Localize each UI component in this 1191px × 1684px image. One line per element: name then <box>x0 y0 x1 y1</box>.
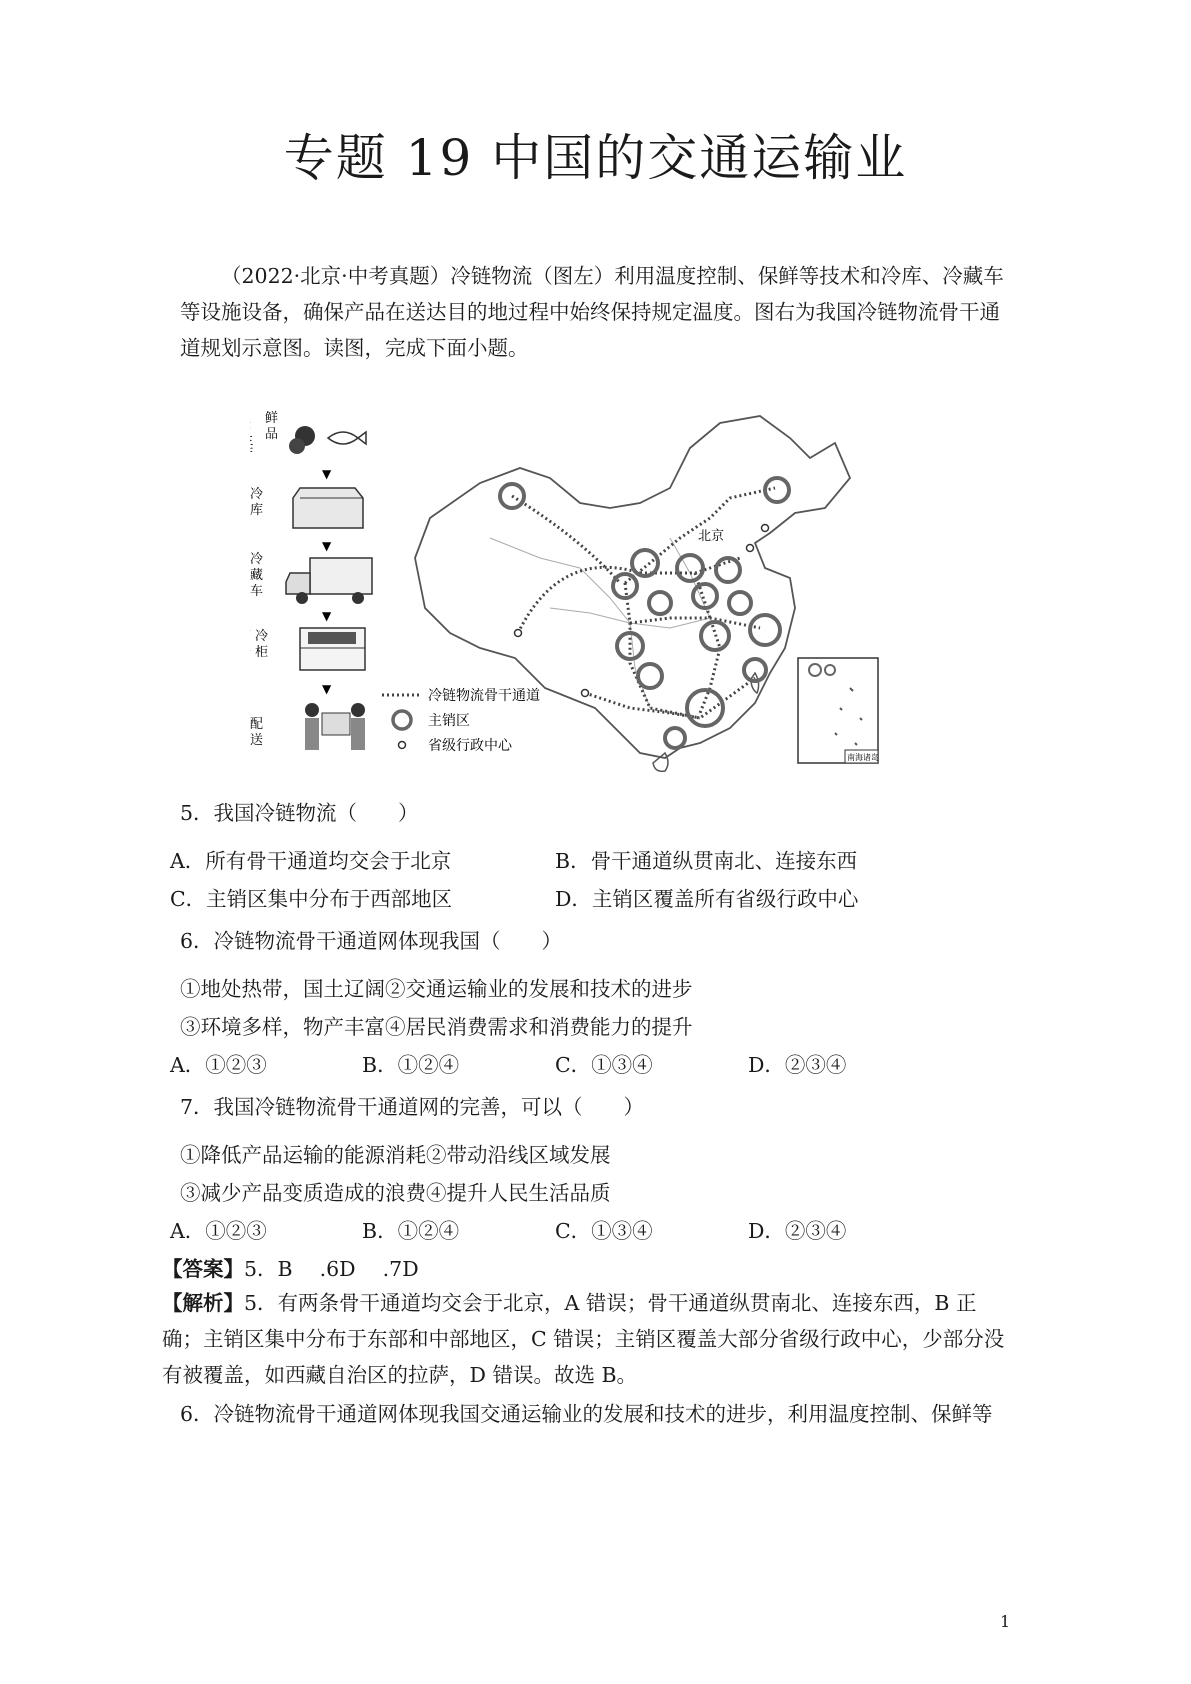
answer-line <box>162 1252 419 1282</box>
q7-option-a: A．①②③ <box>170 1219 267 1243</box>
q7-statement-1: ①降低产品运输的能源消耗②带动沿线区域发展 <box>180 1143 611 1167</box>
intro-paragraph: （2022·北京·中考真题）冷链物流（图左）利用温度控制、保鲜等技术和冷库、冷藏车等设施设备，确保产品在送达目的地过程中始终保持规定温度。图右为我国冷链物流骨干通道规划示意图。读图，完成下面小题。 <box>180 264 1004 360</box>
analysis-paragraph-1 <box>162 1285 1015 1393</box>
step-label-1 <box>250 410 251 426</box>
legend-large-circle-icon <box>393 711 411 729</box>
provincial-center <box>515 630 522 637</box>
step-reefer-truck <box>286 558 372 604</box>
step-cold-storage <box>293 488 363 528</box>
corridor-west <box>518 567 640 633</box>
sales-region <box>716 558 740 582</box>
step-label-3b: 藏 <box>250 568 264 583</box>
q6-option-d: D．②③④ <box>748 1053 847 1077</box>
sales-region <box>687 690 723 726</box>
step-label-4c: 冷 <box>255 629 269 644</box>
legend-label-corridor: 冷链物流骨干通道 <box>428 688 540 704</box>
q5-stem: 5．我国冷链物流（ ） <box>180 801 419 825</box>
step-label-1c: 鲜 <box>265 411 279 426</box>
sales-region <box>750 615 780 645</box>
analysis-paragraph-2: 6．冷链物流骨干通道网体现我国交通运输业的发展和技术的进步，利用温度控制、保鲜等 <box>180 1402 993 1426</box>
step-delivery <box>305 703 365 750</box>
legend-label-sales: 主销区 <box>428 713 470 729</box>
package-icon <box>322 713 350 735</box>
person-body-icon-2 <box>351 718 365 750</box>
page-number: 1 <box>1000 1612 1011 1631</box>
q7-option-d: D．②③④ <box>748 1219 847 1243</box>
sales-region <box>677 555 703 581</box>
truck-cab-icon <box>286 573 310 594</box>
sales-region <box>617 633 643 659</box>
step-label-4 <box>250 628 251 644</box>
q5-option-d: D．主销区覆盖所有省级行政中心 <box>555 887 859 911</box>
truck-wheel-icon-2 <box>352 592 364 604</box>
q7-statement-2: ③减少产品变质造成的浪费④提升人民生活品质 <box>180 1181 611 1205</box>
sales-region <box>649 592 671 614</box>
step-label-5: 配 <box>250 717 264 732</box>
provincial-center <box>747 545 754 552</box>
step-label-4b <box>250 644 251 660</box>
step-label-produce: 生产 <box>250 433 253 459</box>
cold-chain-figure <box>250 408 950 838</box>
q7-stem: 7．我国冷链物流骨干通道网的完善，可以（ ） <box>180 1095 645 1119</box>
sales-region <box>638 664 662 688</box>
analysis-text-1: 5．有两条骨干通道均交会于北京，A 错误；骨干通道纵贯南北、连接东西，B 正确；主销区集中分布于东部和中部地区，C 错误；主销区覆盖大部分省级行政中心，少部分没有被覆盖，如西藏自治区的拉萨，D 错误。故选 B。 <box>162 1291 1005 1387</box>
sales-region <box>744 659 766 681</box>
step-display-cooler <box>300 628 365 670</box>
truck-wheel-icon <box>296 592 308 604</box>
arrow-down-icon-2: ▼ <box>322 539 332 553</box>
q5-option-c: C．主销区集中分布于西部地区 <box>170 887 453 911</box>
step-label-4d: 柜 <box>255 645 269 660</box>
q7-option-b: B．①②④ <box>362 1219 460 1243</box>
person-icon-2 <box>351 703 365 717</box>
q7-option-c: C．①③④ <box>555 1219 653 1243</box>
person-icon <box>305 703 319 717</box>
answer-label: 【答案】 <box>162 1257 244 1281</box>
step-label-2: 冷 <box>250 487 264 502</box>
grapes-icon-2 <box>289 438 305 454</box>
corridor-south <box>585 678 755 718</box>
q5-option-a: A．所有骨干通道均交会于北京 <box>170 849 452 873</box>
legend-small-circle-icon <box>399 742 406 749</box>
fish-icon <box>328 432 366 444</box>
sales-region <box>693 584 717 608</box>
sales-region <box>665 728 685 748</box>
warehouse-icon <box>293 488 363 528</box>
person-body-icon <box>305 718 319 750</box>
sales-region <box>729 592 751 614</box>
map-label-beijing: 北京 <box>698 529 725 544</box>
figure-svg <box>250 408 950 838</box>
step-label-3c: 车 <box>250 584 264 599</box>
trunk-corridors <box>512 488 775 718</box>
truck-box-icon <box>310 558 372 594</box>
answer-text: 5．B .6D .7D <box>244 1257 419 1281</box>
corridor-east-west <box>630 618 760 628</box>
south-china-sea-inset <box>798 658 879 763</box>
q6-statement-2: ③环境多样，物产丰富④居民消费需求和消费能力的提升 <box>180 1015 693 1039</box>
arrow-down-icon-3: ▼ <box>322 609 332 623</box>
analysis-label: 【解析】 <box>162 1291 244 1315</box>
step-label-3: 冷 <box>250 552 264 567</box>
step-label-2b: 库 <box>250 503 264 518</box>
provincial-center <box>762 525 769 532</box>
q6-option-c: C．①③④ <box>555 1053 653 1077</box>
china-outline <box>415 416 850 758</box>
step-label-1d: 品 <box>265 427 279 442</box>
sales-region <box>765 478 789 502</box>
legend-label-capital: 省级行政中心 <box>428 738 512 754</box>
map-legend <box>382 687 540 754</box>
step-label-1b <box>250 426 251 442</box>
arrow-down-icon-4: ▼ <box>322 682 332 696</box>
arrow-down-icon: ▼ <box>322 467 332 481</box>
q6-option-a: A．①②③ <box>170 1053 267 1077</box>
taiwan-outline <box>751 673 759 693</box>
q6-statement-1: ①地处热带，国土辽阔②交通运输业的发展和技术的进步 <box>180 977 693 1001</box>
q6-option-b: B．①②④ <box>362 1053 460 1077</box>
inset-label: 南海诸岛 <box>847 753 879 762</box>
cooler-sign-icon <box>308 632 356 644</box>
q6-stem: 6．冷链物流骨干通道网体现我国（ ） <box>180 929 563 953</box>
step-label-5b: 送 <box>250 733 264 748</box>
page-title: 专题 19 中国的交通运输业 <box>283 129 908 187</box>
main-sales-regions <box>500 478 789 748</box>
q5-option-b: B．骨干通道纵贯南北、连接东西 <box>555 849 858 873</box>
corridor-xinjiang <box>512 496 620 583</box>
provincial-center <box>582 690 589 697</box>
